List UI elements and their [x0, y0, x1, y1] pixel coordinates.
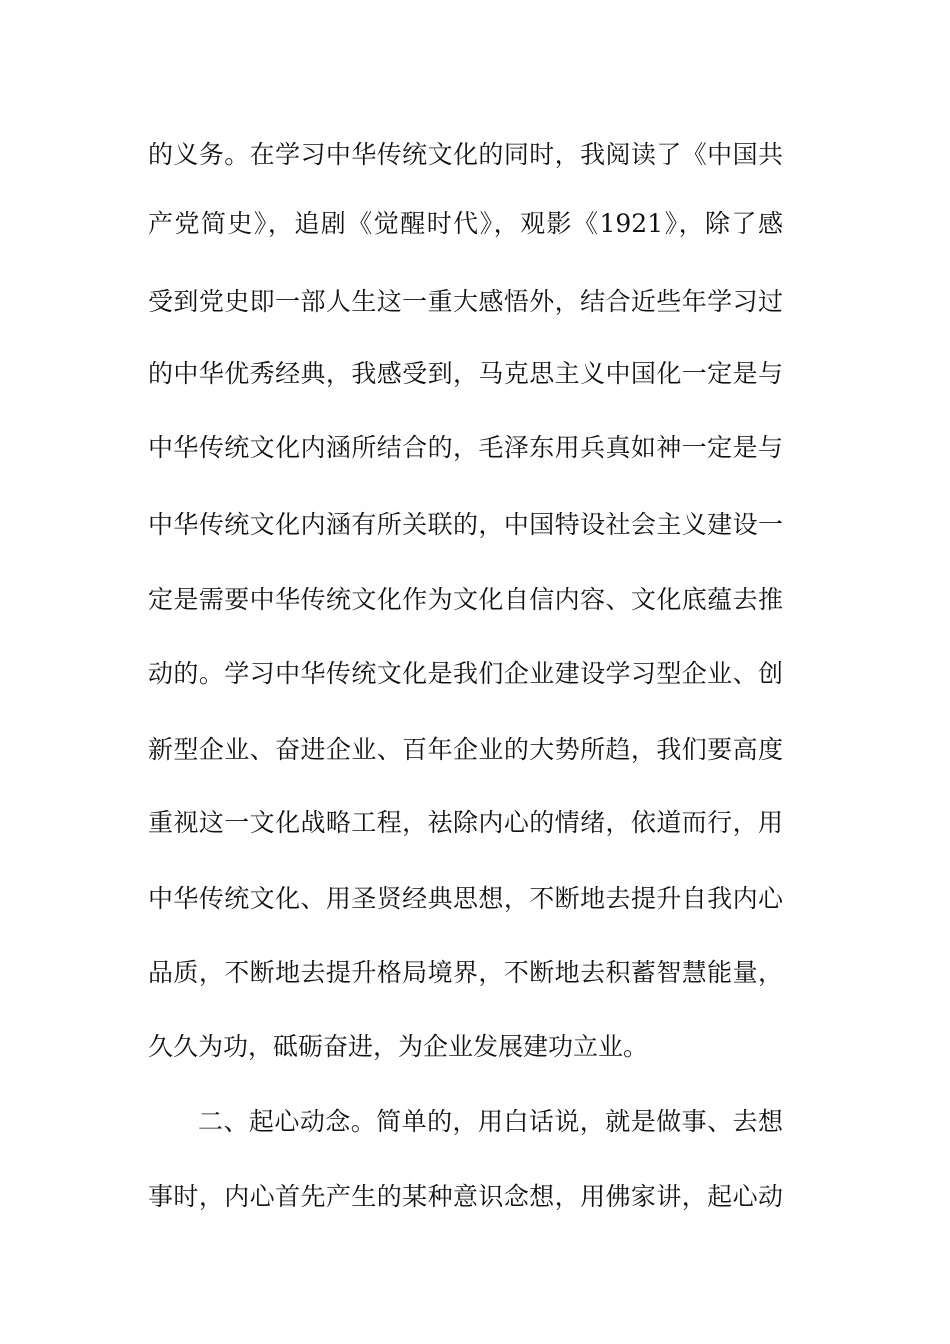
text-line: 品质，不断地去提升格局境界，不断地去积蓄智慧能量，: [148, 958, 783, 987]
text-line: 动的。学习中华传统文化是我们企业建设学习型企业、创: [148, 659, 783, 688]
text-line: 产党简史》，追剧《觉醒时代》，观影《1921》，除了感: [148, 209, 783, 238]
text-line: 事时，内心首先产生的某种意识念想，用佛家讲，起心动: [148, 1182, 783, 1211]
text-line: 新型企业、奋进企业、百年企业的大势所趋，我们要高度: [148, 735, 783, 764]
text-line: 中华传统文化、用圣贤经典思想，不断地去提升自我内心: [148, 884, 783, 913]
text-line: 中华传统文化内涵所结合的，毛泽东用兵真如神一定是与: [148, 433, 783, 462]
text-line: 定是需要中华传统文化作为文化自信内容、文化底蕴去推: [148, 585, 783, 614]
text-line: 的义务。在学习中华传统文化的同时，我阅读了《中国共: [148, 140, 783, 169]
text-line: 重视这一文化战略工程，祛除内心的情绪，依道而行，用: [148, 808, 783, 837]
paragraph-heading-line: 二、起心动念。简单的，用白话说，就是做事、去想: [198, 1107, 783, 1136]
text-line: 久久为功，砥砺奋进，为企业发展建功立业。: [148, 1032, 649, 1061]
text-line: 的中华优秀经典，我感受到，马克思主义中国化一定是与: [148, 359, 783, 388]
text-line: 中华传统文化内涵有所关联的，中国特设社会主义建设一: [148, 510, 783, 539]
text-line: 受到党史即一部人生这一重大感悟外，结合近些年学习过: [148, 287, 783, 316]
